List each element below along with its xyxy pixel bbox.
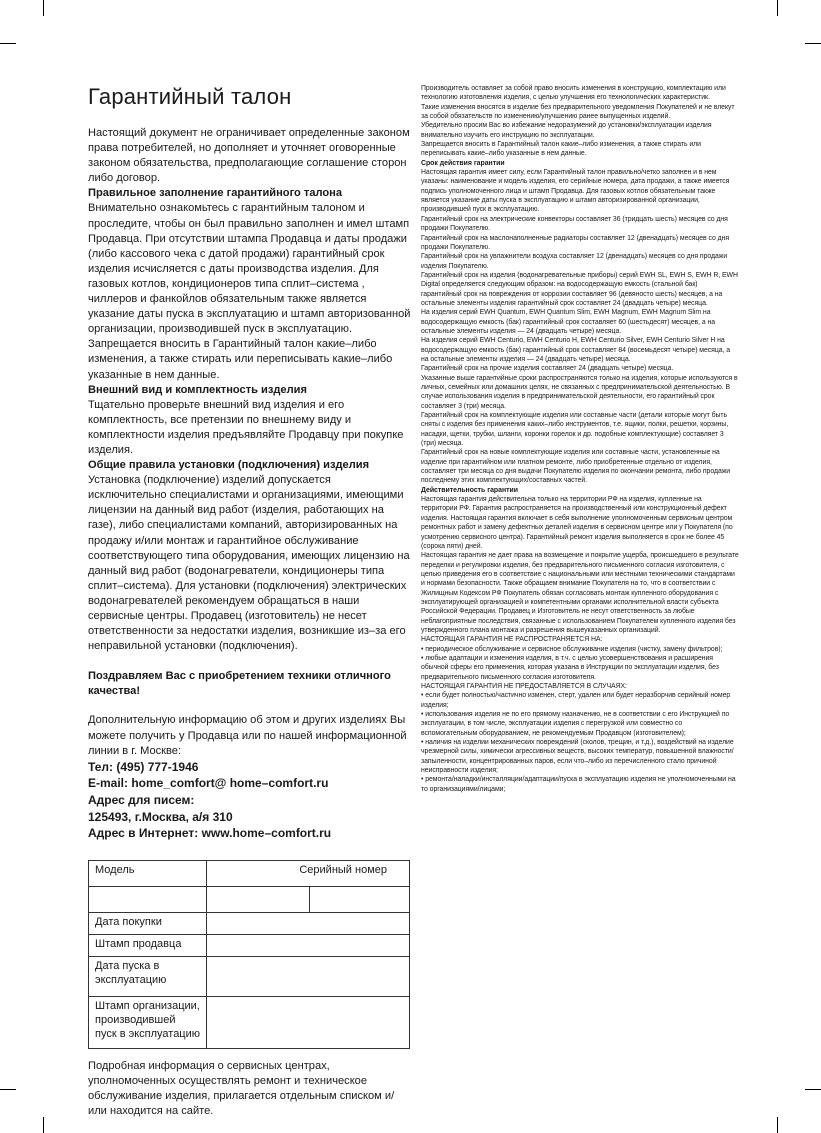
appearance-heading: Внешний вид и комплектность изделия <box>88 383 307 396</box>
exclusion-item: • любые адаптации и изменения изделия, в т.ч. с целью усовершенствования и расширения обычной сферы его применения, которая указана в Инструкции по эксплуатации изделия, без предварительного письменного согласия изготовителя. <box>421 654 719 681</box>
case-item: • ремонта/наладки/инсталляции/адаптации/пуска в эксплуатацию изделия не уполномоченными на то организациями/лицами; <box>421 776 736 793</box>
case-item: • наличия на изделии механических повреждений (сколов, трещин, и т.д.), воздействий на изделие чрезмерной силы, химически агрессивных веществ, высоких температур, повышенной влажности/запыленности, концентрированных паров, если что–либо из перечисленного стало причиной неисправности изделия; <box>421 739 734 775</box>
right-column <box>421 84 739 794</box>
fill-heading: Правильное заполнение гарантийного талона <box>88 187 343 200</box>
email: E-mail: home_comfort@ home–comfort.ru <box>88 776 329 791</box>
crop-mark <box>0 43 16 44</box>
term-text-8: Гарантийный срок на прочие изделия составляет 24 (двадцать четыре) месяца. <box>421 365 674 373</box>
crop-mark <box>805 1089 821 1090</box>
warranty-table <box>88 860 410 1049</box>
model-field[interactable] <box>89 886 207 912</box>
exclusions-heading: НАСТОЯЩАЯ ГАРАНТИЯ НЕ РАСПРОСТРАНЯЕТСЯ НА: <box>421 636 603 644</box>
cases-heading: НАСТОЯЩАЯ ГАРАНТИЯ НЕ ПРЕДОСТАВЛЯЕТСЯ В СЛУЧАЯХ: <box>421 683 627 690</box>
congrats-text: Поздравляем Вас с приобретением техники отличного качества! <box>88 670 391 698</box>
term-text-1: Настоящая гарантия имеет силу, если Гарантийный талон правильно/четко заполнен и в нем указаны: наименование и модель изделия, его серийные номера, дата продажи, а также имеется подпись уполномоченного лица и штамп Продавца. Для газовых котлов обязательным также является указание даты пуска в эксплуатацию и штамп авторизированной организации, производившей пуск в эксплуатацию. <box>421 169 730 214</box>
term-text-3: Гарантийный срок на маслонаполненные радиаторы составляет 12 (двенадцать) месяцев со дня продажи Покупателю. <box>421 234 730 251</box>
purchase-date-label: Дата покупки <box>89 912 207 934</box>
changes-notice-text: Такие изменения вносятся в изделие без предварительного уведомления Покупателей и не влекут за собой обязательств по изменению/улучшению ранее выпущенных изделий. <box>421 103 735 121</box>
term-text-9: Указанные выше гарантийные сроки распространяются только на изделия, которые используются в личных, семейных или домашних целях, не связанных с предпринимательской деятельностью. В случае использования изделия в предпринимательской деятельности, его гарантийный срок составляет 3 (три) месяца. <box>421 374 738 410</box>
no-edit-text: Запрещается вносить в Гарантийный талон какие–либо изменения, а также стирать или переписывать какие–либо указанные в нем данные. <box>421 141 701 158</box>
intro-text: Настоящий документ не ограничивает определенные законом права потребителей, но дополняет и уточняет оговоренные законом обязательства, предполагающие соглашение сторон либо договор. <box>88 127 410 185</box>
validity-text-2: Настоящая гарантия не дает права на возмещение и покрытие ущерба, происшедшего в результате переделки и регулировки изделия, без предварительного письменного согласия изготовителя, с целью приведения его в соответствие с национальными или местными техническими стандартами и нормами безопасности. Также обращаем внимание Покупателя на то, что в соответствии с Жилищным Кодексом РФ Покупатель обязан согласовать монтаж купленного оборудования с эксплуатирующей организацией и компетентными органами исполнительной власти субъекта Российской Федерации. Продавец и Изготовитель не несут ответственность за любые неблагоприятные последствия, связанные с использованием Покупателем купленного изделия без утвержденного плана монтажа и разрешения вышеуказанных организаций. <box>421 552 739 634</box>
manual-text: Убедительно просим Вас во избежание недоразумений до установки/эксплуатации изделия внимательно изучить его инструкцию по эксплуатации. <box>421 122 712 139</box>
term-text-5: Гарантийный срок на изделия (водонагревательные приборы) серий EWH SL, EWH S, EWH R, EWH Digital определяется следующим образом: на водосодержащую емкость (стальной бак) гарантийный срок на повреждения от коррозии составляет 96 (девяносто шесть) месяцев, а на остальные элементы изделия гарантийный срок составляет 24 (двадцать четыре) месяца. <box>421 271 738 307</box>
website: Адрес в Интернет: www.home–comfort.ru <box>88 826 332 841</box>
term-text-6: На изделия серий EWH Quantum, EWH Quantum Slim, EWH Magnum, EWH Magnum Slim на водосодержащую емкость (бак) гарантийный срок составляет 60 (шестьдесят) месяцев, а на остальные элементы изделия — 24 (двадцать четыре) месяца. <box>421 309 716 335</box>
crop-mark <box>777 0 778 16</box>
seller-stamp-label: Штамп продавца <box>89 934 207 956</box>
crop-mark <box>43 0 44 16</box>
term-text-4: Гарантийный срок на увлажнители воздуха составляет 12 (двенадцать) месяцев со дня продажи изделия Покупателю. <box>421 253 728 270</box>
case-item: • использования изделия не по его прямому назначению, не в соответствии с его Инструкцией по эксплуатации, в том числе, эксплуатации изделия с перегрузкой или совместно со вспомогательным оборудованием, не рекомендуемым Продавцом (изготовителем); <box>421 711 730 737</box>
crop-mark <box>43 1117 44 1133</box>
start-date-label: Дата пуска в эксплуатацию <box>89 956 207 996</box>
install-text: Установка (подключение) изделий допускается исключительно специалистами и организациями, имеющими лицензии на данный вид работ (изделия, работающих на газе), либо специалистами компаний, авторизированных на продажу и/или монтаж и гарантийное обслуживание соответствующего типа оборудования, имеющих лицензию на данный вид работ (водонагреватели, кондиционеры типа сплит–система). Для установки (подключения) электрических водонагревателей рекомендуем обращаться в наши сервисные центры. Продавец (изготовитель) не несет ответственности за недостатки изделия, возникшие из–за его неправильной установки (подключения). <box>88 474 410 653</box>
term-text-11: Гарантийный срок на новые комплектующие изделия или составные части, установленные на изделие при гарантийном или платном ремонте, либо приобретенные отдельно от изделия, составляет три месяца со дня выдачи Покупателю изделия по окончании ремонта, либо продажи последнему этих комплектующих/составных частей. <box>421 449 731 485</box>
crop-mark <box>805 43 821 44</box>
validity-text-1: Настоящая гарантия действительна только на территории РФ на изделия, купленные на территории РФ. Гарантия распространяется на производственный или конструкционный дефект изделия. Настоящая гарантия включает в себя выполнение уполномоченным сервисным центром ремонтных работ и замену дефектных деталей изделия в сервисном центре или у Покупателя (по усмотрению сервисного центра). Гарантийный ремонт изделия выполняется в срок не более 45 (сорока пяти) дней. <box>421 496 733 550</box>
serial-field-2[interactable] <box>310 886 410 912</box>
install-heading: Общие правила установки (подключения) изделия <box>88 459 370 472</box>
start-date-field[interactable] <box>207 956 410 996</box>
org-stamp-label: Штамп организации, производившей пуск в эксплуатацию <box>89 996 207 1048</box>
phone: Тел: (495) 777-1946 <box>88 759 199 774</box>
term-text-2: Гарантийный срок на электрические конвекторы составляет 36 (тридцать шесть) месяцев со дня продажи Покупателю. <box>421 215 728 233</box>
purchase-date-field[interactable] <box>207 912 410 934</box>
more-info-text: Дополнительную информацию об этом и других изделиях Вы можете получить у Продавца или по нашей информационной линии в г. Москве: <box>88 714 407 757</box>
validity-heading: Действительность гарантии <box>421 486 518 494</box>
serial-field[interactable] <box>207 886 310 912</box>
term-text-10: Гарантийный срок на комплектующие изделия или составные части (детали которые могут быть сняты с изделия без применения каких–либо инструментов, т.е. ящики, полки, решетки, корзины, насадки, щетки, трубки, шланги, коронки горелок и др. подобные комплектующие) составляет 3 (три) месяца. <box>421 412 729 448</box>
address-label: Адрес для писем: <box>88 792 195 807</box>
changes-text: Производитель оставляет за собой право вносить изменения в конструкцию, комплектацию или технологию изготовления изделия, с целью улучшения его технологических характеристик. <box>421 85 726 102</box>
page-title: Гарантийный талон <box>88 84 292 109</box>
fill-text: Внимательно ознакомьтесь с гарантийным талоном и проследите, чтобы он был правильно заполнен и имел штамп Продавца. При отсутствии штампа Продавца и даты продажи (либо кассового чека с датой продажи) гарантийный срок изделия исчисляется с даты производства изделия. Для газовых котлов, кондиционеров типа сплит–система , чиллеров и фанкойлов обязательным также является указание даты пуска в эксплуатацию и штамп авторизованной организации, производившей пуск в эксплуатацию. Запрещается вносить в Гарантийный талон какие–либо изменения, а также стирать или переписывать какие–либо указанные в нем данные. <box>88 202 411 381</box>
org-stamp-field[interactable] <box>207 996 410 1048</box>
seller-stamp-field[interactable] <box>207 934 410 956</box>
term-text-7: На изделия серий EWH Centurio, EWH Centurio H, EWH Centurio Silver, EWH Centurio Silver H на водосодержащую емкость (бак) гарантийный срок составляет 84 (восемьдесят четыре) месяца, а на остальные элементы изделия — 24 (двадцать четыре) месяца. <box>421 337 731 363</box>
appearance-text: Тщательно проверьте внешний вид изделия и его комплектность, все претензии по внешнему виду и комплектности изделия предъявляйте Продавцу при покупке изделия. <box>88 398 404 456</box>
address: 125493, г.Москва, а/я 310 <box>88 809 233 824</box>
footer-text: Подробная информация о сервисных центрах, уполномоченных осуществлять ремонт и техническое обслуживание изделия, прилагается отдельным списком и/или находится на сайте. <box>88 1059 395 1117</box>
model-label: Модель <box>89 860 207 886</box>
left-column <box>88 84 412 1119</box>
term-heading: Срок действия гарантии <box>421 159 505 167</box>
crop-mark <box>777 1117 778 1133</box>
exclusion-item: • периодическое обслуживание и сервисное обслуживание изделия (чистку, замену фильтров); <box>421 645 723 653</box>
serial-label: Серийный номер <box>207 860 410 886</box>
crop-mark <box>0 1089 16 1090</box>
case-item: • если будет полностью/частично изменен, стерт, удален или будет неразборчив серийный номер изделия; <box>421 692 731 709</box>
